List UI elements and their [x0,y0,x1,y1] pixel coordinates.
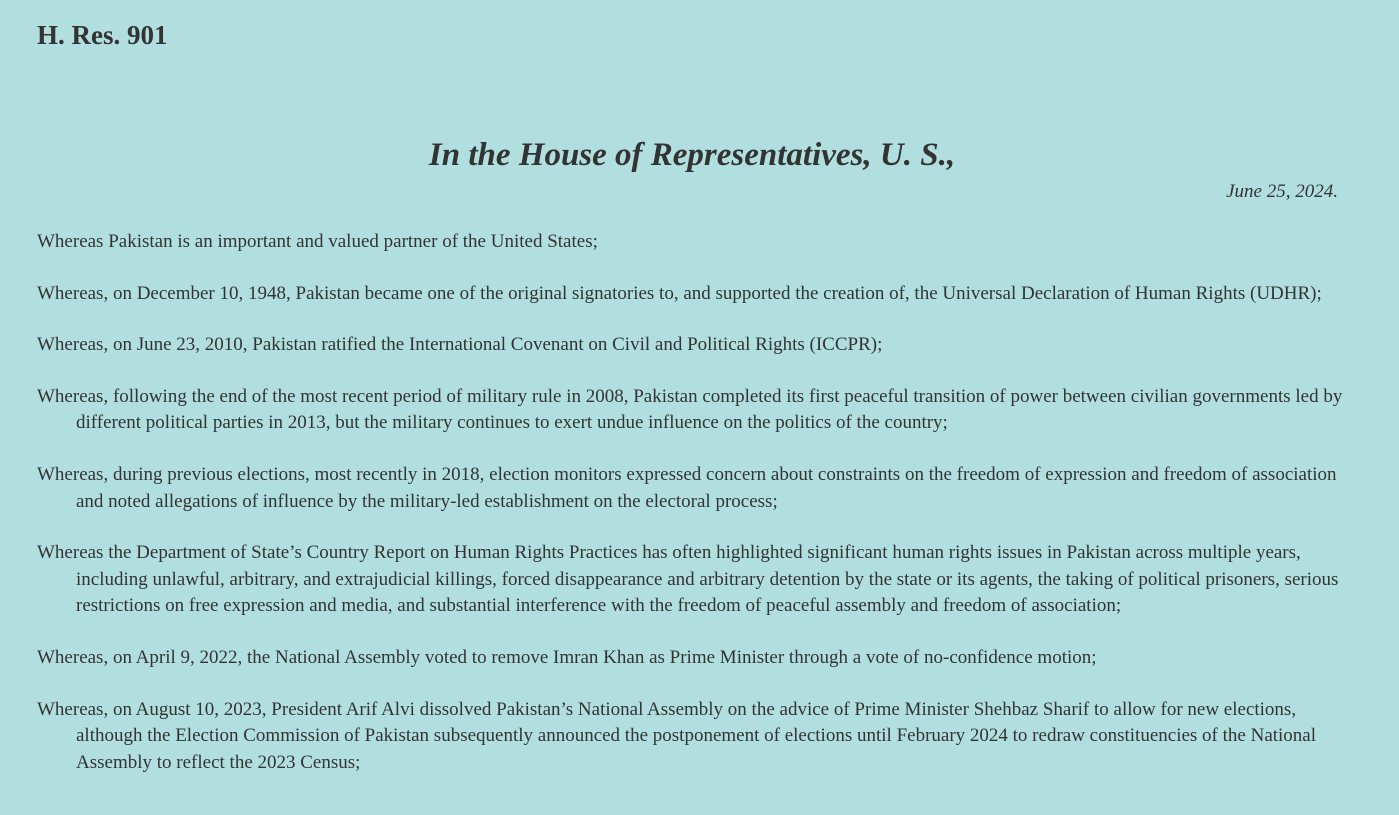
whereas-clause: Whereas, on August 10, 2023, President Arif Alvi dissolved Pakistan’s National Assembly on the advice of Prime Minister Shehbaz Sharif to allow for new elections, although the Election Commission of Pakistan subsequently announced the postponement of elections until February 2024 to redraw constituencies of the National Assembly to reflect the 2023 Census; [37,698,1317,773]
whereas-clause: Whereas, during previous elections, most recently in 2018, election monitors expressed concern about constraints on the freedom of expression and freedom of association and noted allegations of influence by the military-led establishment on the electoral process; [37,463,1337,512]
whereas-clause: Whereas, on December 10, 1948, Pakistan became one of the original signatories to, and supported the creation of, the Universal Declaration of Human Rights (UDHR); [37,282,1322,304]
resolution-date: June 25, 2024. [1226,181,1338,202]
whereas-clause: Whereas the Department of State’s Country Report on Human Rights Practices has often highlighted significant human rights issues in Pakistan across multiple years, including unlawful, arbitrary, and extrajudicial killings, forced disappearance and arbitrary detention by the state or its agents, the taking of political prisoners, serious restrictions on free expression and media, and substantial interference with the freedom of peaceful assembly and freedom of association; [37,542,1339,617]
whereas-clause: Whereas Pakistan is an important and valued partner of the United States; [37,231,598,252]
whereas-clause: Whereas, on April 9, 2022, the National Assembly voted to remove Imran Khan as Prime Minister through a vote of no-confidence motion; [37,646,1097,668]
whereas-clause: Whereas, following the end of the most recent period of military rule in 2008, Pakistan completed its first peaceful transition of power between civilian governments led by different political parties in 2013, but the military continues to exert undue influence on the politics of the country; [37,385,1343,434]
chamber-heading: In the House of Representatives, U. S., [428,137,956,173]
whereas-clause: Whereas, on June 23, 2010, Pakistan ratified the International Covenant on Civil and Political Rights (ICCPR); [37,334,883,356]
whereas-clauses [37,229,1347,801]
bill-number: H. Res. 901 [37,20,168,50]
